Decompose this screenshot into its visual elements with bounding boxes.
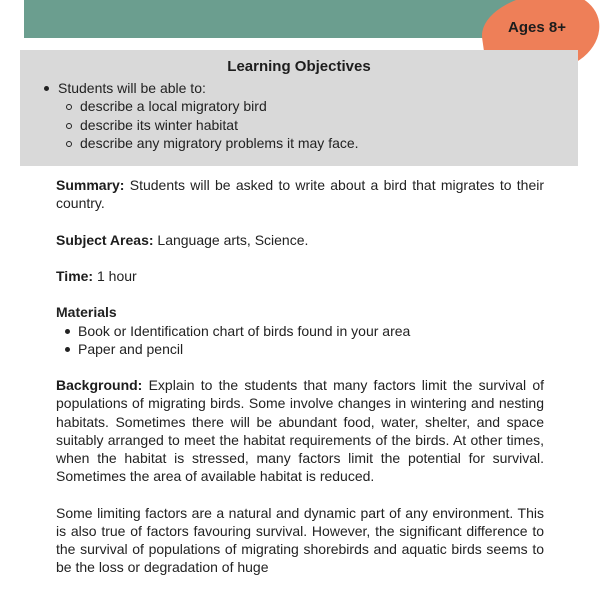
- bullet-circle-icon: [66, 123, 72, 129]
- learning-objectives-title: Learning Objectives: [227, 58, 371, 75]
- materials-list: [56, 322, 544, 358]
- bullet-disc-icon: [65, 347, 70, 352]
- materials-item-text: Book or Identification chart of birds found in your area: [78, 322, 411, 339]
- objective-item: describe its winter habitat: [80, 117, 238, 133]
- background-text: Explain to the students that many factors limit the survival of populations of migrating birds. Some involve changes in wintering and nesting habitats. Sometimes there will be abundant food, water, shelter, and space suitably arranged to meet the habitat requirements of the birds. At other times, when the habitat is stressed, many factors limit the potential for survival. Sometimes the area of available habitat is reduced.: [56, 377, 544, 485]
- objective-item: describe any migratory problems it may face.: [80, 135, 359, 151]
- time-paragraph: [56, 267, 544, 285]
- objective-item: describe a local migratory bird: [80, 98, 267, 114]
- background-label: Background:: [56, 377, 143, 394]
- materials-item: [56, 322, 544, 340]
- background-paragraph: [56, 376, 544, 485]
- subject-areas-label: Subject Areas:: [56, 231, 154, 248]
- bullet-circle-icon: [66, 141, 72, 147]
- materials-title: Materials: [56, 304, 117, 321]
- bullet-disc-icon: [44, 86, 49, 91]
- objectives-intro: Students will be able to:: [58, 80, 206, 96]
- summary-text: Students will be asked to write about a bird that migrates to their country.: [56, 177, 544, 212]
- age-badge-label: Ages 8+: [508, 19, 566, 36]
- bullet-circle-icon: [66, 104, 72, 110]
- summary-paragraph: [56, 176, 544, 212]
- bullet-disc-icon: [65, 329, 70, 334]
- subject-areas-text: Language arts, Science.: [153, 231, 309, 248]
- summary-label: Summary:: [56, 177, 125, 193]
- limiting-factors-paragraph: Some limiting factors are a natural and dynamic part of any environment. This is also true of factors favouring survival. However, the significant difference to the survival of populations of migrating shorebirds and aquatic birds seems to be the loss or degradation of huge: [56, 504, 544, 576]
- materials-item: [56, 340, 544, 358]
- time-label: Time:: [56, 267, 94, 284]
- lesson-content: [56, 176, 544, 595]
- materials-item-text: Paper and pencil: [78, 340, 184, 357]
- time-text: 1 hour: [93, 267, 137, 284]
- subject-areas-paragraph: [56, 231, 544, 249]
